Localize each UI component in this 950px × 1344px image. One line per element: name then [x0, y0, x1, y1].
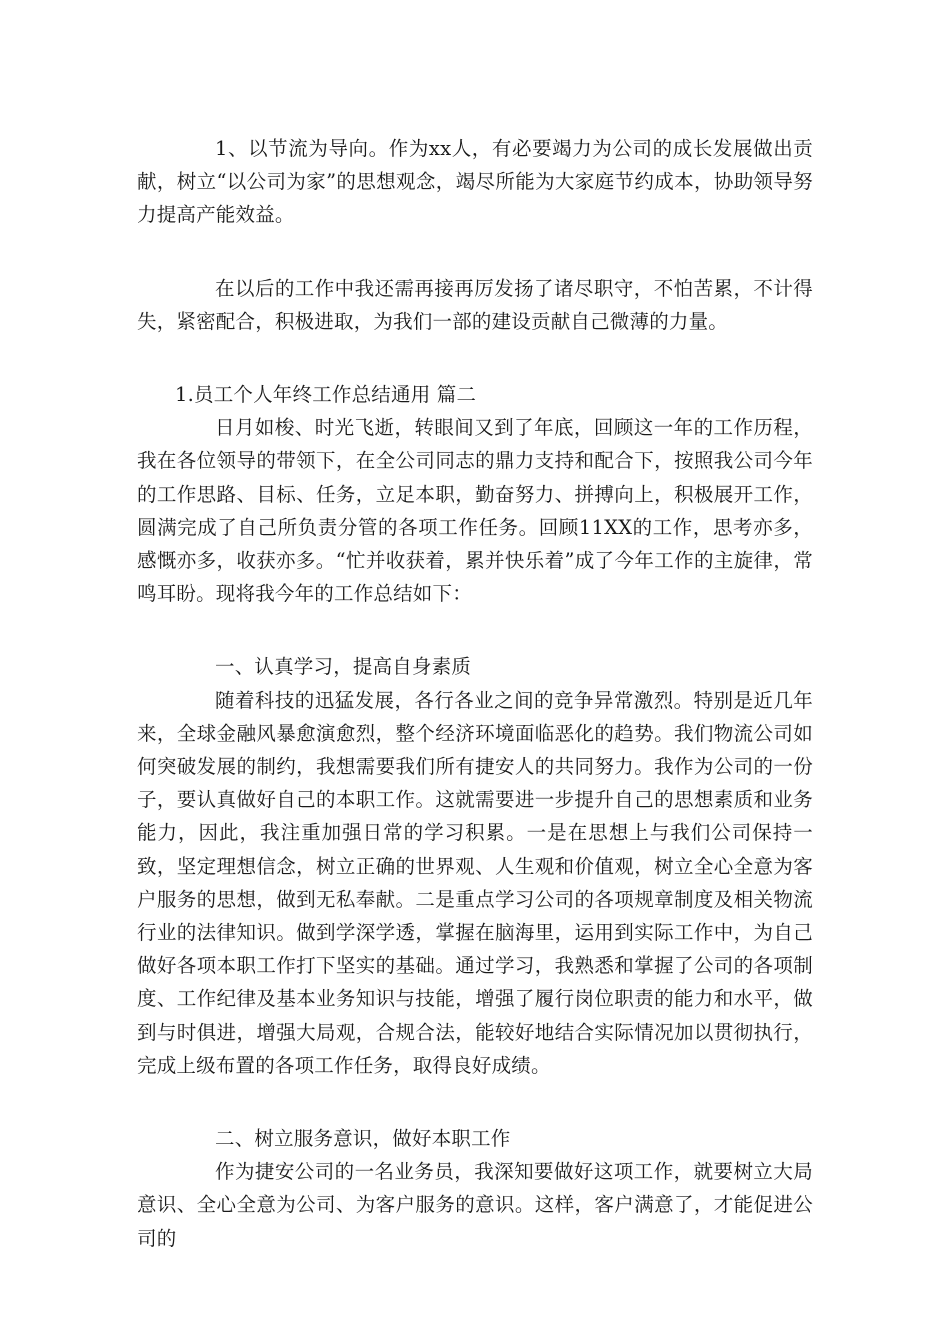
paragraph-service: 作为捷安公司的一名业务员，我深知要做好这项工作，就要树立大局意识、全心全意为公司、为客户服务的意识。这样，客户满意了，才能促进公司的	[137, 1160, 813, 1250]
document-body	[137, 132, 813, 1255]
heading-service: 二、树立服务意识，做好本职工作	[215, 1127, 511, 1151]
section-title-part-two: 1.员工个人年终工作总结通用 篇二	[175, 383, 477, 407]
paragraph-year-review: 日月如梭、时光飞逝，转眼间又到了年底，回顾这一年的工作历程，我在各位领导的带领下，在全公司同志的鼎力支持和配合下，按照我公司今年的工作思路、目标、任务，立足本职，勤奋努力、拼搏向上，积极展开工作，圆满完成了自己所负责分管的各项工作任务。回顾11XX的工作，思考亦多，感慨亦多，收获亦多。“忙并收获着，累并快乐着”成了今年工作的主旋律，常鸣耳盼。现将我今年的工作总结如下：	[137, 416, 813, 606]
paragraph-cost-saving: 1、以节流为导向。作为xx人，有必要竭力为公司的成长发展做出贡献，树立“以公司为家”的思想观念，竭尽所能为大家庭节约成本，协助领导努力提高产能效益。	[137, 137, 813, 227]
paragraph-future-work: 在以后的工作中我还需再接再厉发扬了诸尽职守，不怕苦累，不计得失，紧密配合，积极进取，为我们一部的建设贡献自己微薄的力量。	[137, 276, 813, 333]
paragraph-study: 随着科技的迅猛发展，各行各业之间的竞争异常激烈。特别是近几年来，全球金融风暴愈演愈烈，整个经济环境面临恶化的趋势。我们物流公司如何突破发展的制约，我想需要我们所有捷安人的共同努力。我作为公司的一份子，要认真做好自己的本职工作。这就需要进一步提升自己的思想素质和业务能力，因此，我注重加强日常的学习积累。一是在思想上与我们公司保持一致，坚定理想信念，树立正确的世界观、人生观和价值观，树立全心全意为客户服务的思想，做到无私奉献。二是重点学习公司的各项规章制度及相关物流行业的法律知识。做到学深学透，掌握在脑海里，运用到实际工作中，为自己做好各项本职工作打下坚实的基础。通过学习，我熟悉和掌握了公司的各项制度、工作纪律及基本业务知识与技能，增强了履行岗位职责的能力和水平，做到与时俱进，增强大局观，合规合法，能较好地结合实际情况加以贯彻执行，完成上级布置的各项工作任务，取得良好成绩。	[137, 688, 813, 1077]
heading-study: 一、认真学习，提高自身素质	[215, 655, 472, 679]
